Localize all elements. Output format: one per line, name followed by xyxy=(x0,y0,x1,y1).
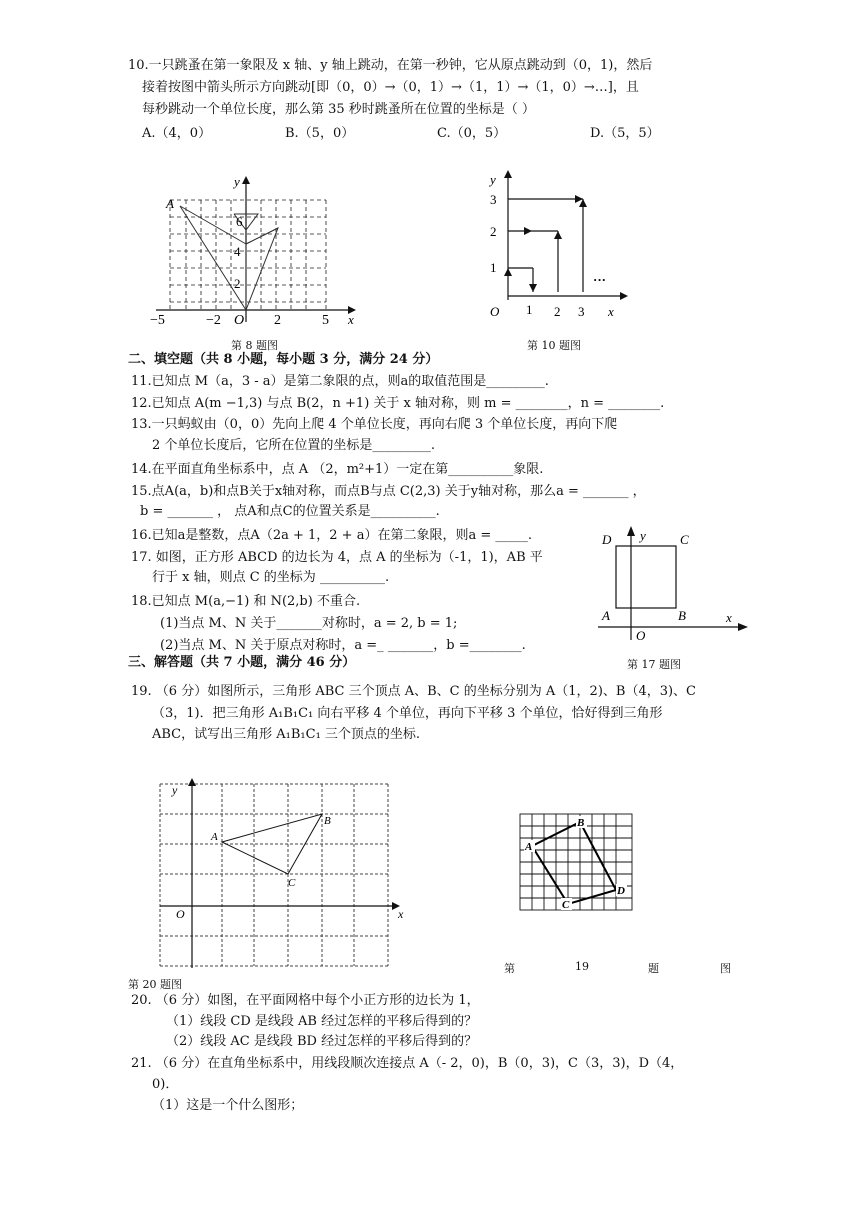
section-2-heading: 二、填空题（共 8 小题，每小题 3 分，满分 24 分） xyxy=(128,352,439,367)
q21-line3: （1）这是一个什么图形； xyxy=(152,1098,304,1113)
fig17-label-o: O xyxy=(636,628,646,643)
q15-line1: 15.点A(a，b)和点B关于x轴对称，而点B与点 C(2,3) 关于y轴对称，那么a = _______ ， xyxy=(131,484,646,499)
fig10-tick-3: 3 xyxy=(578,304,585,319)
fig20-label-c: C xyxy=(288,877,296,889)
q19-line3: ABC，试写出三角形 A₁B₁C₁ 三个顶点的坐标. xyxy=(152,727,421,742)
fig20-label-x: x xyxy=(398,907,404,921)
fig20-label-y: y xyxy=(172,783,178,797)
fig8-label-a: A xyxy=(166,196,174,211)
q12: 12.已知点 A(m −1,3) 与点 B(2，n +1) 关于 x 轴对称，则 m = ________，n = ________. xyxy=(131,396,665,411)
section-3-heading: 三、解答题（共 7 小题，满分 46 分） xyxy=(128,655,356,670)
q13-line1: 13.一只蚂蚁由（0，0）先向上爬 4 个单位长度，再向右爬 3 个单位长度，再向下爬 xyxy=(131,417,618,432)
figure-10 xyxy=(480,168,630,328)
q14: 14.在平面直角坐标系中，点 A （2，m²+1）一定在第__________象限. xyxy=(131,462,544,477)
fig19-label-b: B xyxy=(577,817,585,829)
figure-20 xyxy=(152,776,417,972)
fig10-tick-1: 1 xyxy=(526,302,533,317)
q15-line2: b = _______ ， 点A和点C的位置关系是__________. xyxy=(140,504,440,519)
fig8-tick-2: 2 xyxy=(274,313,281,328)
fig20-label-o: O xyxy=(176,907,185,921)
q10-option-d: D.（5，5） xyxy=(590,126,660,141)
fig19-caption-2: 19 xyxy=(575,960,589,973)
q20-line3: （2）线段 AC 是线段 BD 经过怎样的平移后得到的？ xyxy=(166,1034,478,1049)
q18-line2: (1)当点 M、N 关于_______对称时，a = 2, b = 1; xyxy=(160,616,458,631)
fig8-label-x: x xyxy=(348,312,354,327)
q21-line1: 21. （6 分）在直角坐标系中，用线段顺次连接点 A（- 2，0)，B（0，3)，C（3，3)，D（4， xyxy=(131,1056,684,1071)
q21-line2: 0)． xyxy=(152,1077,179,1092)
fig19-label-d: D xyxy=(617,885,625,897)
fig17-label-d: D xyxy=(602,532,612,547)
fig8-tick-5: 5 xyxy=(322,313,329,328)
fig8-tick-minus5: −5 xyxy=(150,313,165,328)
q20-line1: 20. （6 分）如图，在平面网格中每个小正方形的边长为 1， xyxy=(131,993,480,1008)
fig17-label-c: C xyxy=(680,532,689,547)
q18-line1: 18.已知点 M(a,−1) 和 N(2,b) 不重合. xyxy=(131,594,361,609)
q17-line1: 17. 如图，正方形 ABCD 的边长为 4，点 A 的坐标为（-1，1)，AB 平 xyxy=(131,550,543,565)
fig17-label-y: y xyxy=(640,528,646,543)
q13-line2: 2 个单位长度后，它所在位置的坐标是_________. xyxy=(152,438,436,453)
fig20-caption: 第 20 题图 xyxy=(128,978,182,991)
q10-line3: 每秒跳动一个单位长度，那么第 35 秒时跳蚤所在位置的坐标是（ ） xyxy=(142,102,535,117)
fig17-label-a: A xyxy=(602,608,610,623)
fig19-label-a: A xyxy=(525,841,533,853)
fig10-label-y2: 2 xyxy=(490,224,497,239)
fig19-caption-3: 题 xyxy=(648,962,659,975)
figure-17 xyxy=(598,524,753,644)
figure-19 xyxy=(512,808,642,914)
fig10-label-y3: 3 xyxy=(490,192,497,207)
fig8-label-o: O xyxy=(234,313,245,328)
fig8-label-4: 4 xyxy=(234,244,241,259)
fig10-label-y1: 1 xyxy=(490,260,497,275)
q19-line2: （3，1)．把三角形 A₁B₁C₁ 向右平移 4 个单位，再向下平移 3 个单位，恰好得到三角形 xyxy=(152,706,663,721)
fig20-label-b: B xyxy=(324,815,331,827)
q10-option-c: C.（0，5） xyxy=(437,126,507,141)
fig19-caption-4: 图 xyxy=(720,962,731,975)
q10-line2: 接着按图中箭头所示方向跳动[即（0，0）→（0，1）→（1，1）→（1，0）→…]，且 xyxy=(142,80,639,95)
fig19-caption-1: 第 xyxy=(504,962,515,975)
q19-line1: 19. （6 分）如图所示，三角形 ABC 三个顶点 A、B、C 的坐标分别为 A（1，2)、B（4，3)、C xyxy=(131,684,697,699)
fig8-label-6: 6 xyxy=(236,214,243,229)
fig8-caption: 第 8 题图 xyxy=(231,339,278,352)
q16: 16.已知a是整数，点A（2a + 1，2 + a）在第二象限，则a = _____. xyxy=(131,528,532,543)
fig10-label-o: O xyxy=(490,304,500,319)
fig17-caption: 第 17 题图 xyxy=(627,658,681,671)
fig20-label-a: A xyxy=(211,831,218,843)
q17-line2: 行于 x 轴，则点 C 的坐标为 __________. xyxy=(152,570,390,585)
q20-line2: （1）线段 CD 是线段 AB 经过怎样的平移后得到的？ xyxy=(166,1014,478,1029)
q10-option-a: A.（4，0） xyxy=(142,126,212,141)
fig10-label-x: x xyxy=(608,304,614,319)
fig17-label-b: B xyxy=(678,608,686,623)
fig10-label-y: y xyxy=(490,172,496,187)
fig17-label-x: x xyxy=(726,610,732,625)
q10-line1: 10.一只跳蚤在第一象限及 x 轴、y 轴上跳动，在第一秒钟，它从原点跳动到（0，1)，然后 xyxy=(128,58,653,73)
fig8-tick-minus2: −2 xyxy=(206,313,221,328)
figure-8 xyxy=(148,170,363,330)
fig10-caption: 第 10 题图 xyxy=(527,339,581,352)
fig19-label-c: C xyxy=(562,899,570,911)
fig8-label-2: 2 xyxy=(234,276,241,291)
q11: 11.已知点 M（a，3 - a）是第二象限的点，则a的取值范围是_________. xyxy=(131,374,549,389)
fig10-dots: ··· xyxy=(593,272,607,287)
fig8-label-y: y xyxy=(234,174,240,189)
fig10-tick-2: 2 xyxy=(554,304,561,319)
q10-option-b: B.（5，0） xyxy=(285,126,355,141)
q18-line3: (2)当点 M、N 关于原点对称时，a =_ _______，b =________. xyxy=(160,638,526,653)
